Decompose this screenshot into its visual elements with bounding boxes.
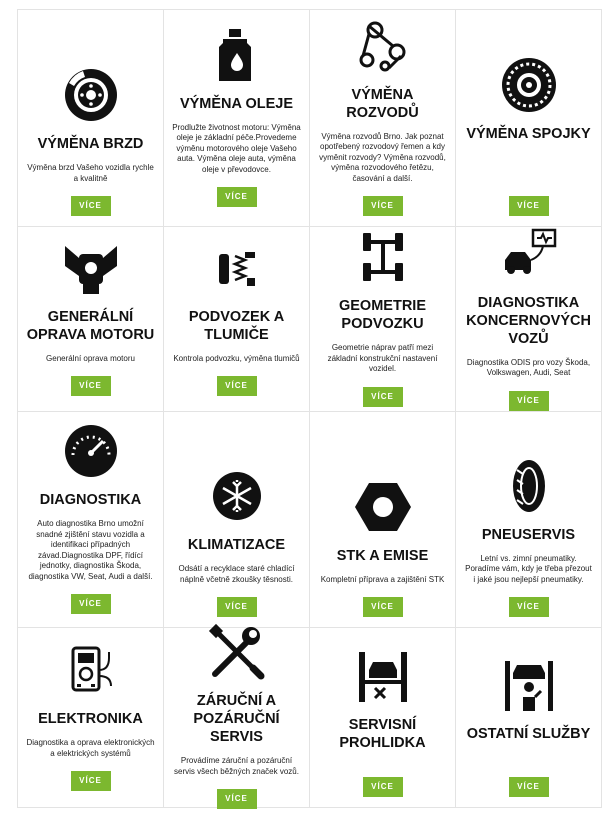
more-button[interactable]: VÍCE <box>71 376 111 396</box>
engine-icon <box>61 238 121 298</box>
clutch-icon <box>499 55 559 115</box>
service-title: KLIMATIZACE <box>187 537 286 553</box>
service-card-other <box>456 628 602 808</box>
service-card-inspection <box>310 628 456 808</box>
service-card-clutch <box>456 10 602 227</box>
service-title: ELEKTRONIKA <box>38 711 143 727</box>
service-description: Diagnostika a oprava elektronických a elektrických systémů <box>26 738 155 758</box>
more-button[interactable]: VÍCE <box>509 597 549 617</box>
more-button[interactable]: VÍCE <box>71 594 111 614</box>
service-card-timing <box>310 10 456 227</box>
service-description: Letní vs. zimní pneumatiky. Poradíme vám, kdy je třeba přezout i jaké jsou nejlepší pneumatiky. <box>465 553 592 584</box>
more-button[interactable]: VÍCE <box>217 376 257 396</box>
more-button[interactable]: VÍCE <box>509 391 549 411</box>
service-title: VÝMĚNA ROZVODŮ <box>346 86 419 121</box>
service-card-stk <box>310 412 456 628</box>
service-description: Výměna brzd Vašeho vozidla rychle a kvalitně <box>27 163 154 183</box>
service-title: VÝMĚNA OLEJE <box>179 95 294 112</box>
service-description: Auto diagnostika Brno umožní snadné zjištění stavu vozidla a identifikaci případných závad.Diagnostika DPF, řídící jednotky, diagnostika Škoda, diagnostika VW, Seat, Audi a další. <box>28 519 153 581</box>
service-title: PODVOZEK A TLUMIČE <box>188 308 285 343</box>
oil-can-icon <box>207 25 267 85</box>
multimeter-icon <box>61 640 121 700</box>
service-card-group-diagnostics <box>456 227 602 412</box>
more-button[interactable]: VÍCE <box>363 597 403 617</box>
service-card-air-conditioning <box>164 412 310 628</box>
more-button[interactable]: VÍCE <box>509 777 549 797</box>
service-title: GEOMETRIE PODVOZKU <box>338 298 426 333</box>
more-button[interactable]: VÍCE <box>363 387 403 407</box>
gauge-icon <box>61 421 121 481</box>
service-title: VÝMĚNA SPOJKY <box>466 126 591 142</box>
more-button[interactable]: VÍCE <box>217 789 257 809</box>
tire-icon <box>499 456 559 516</box>
service-card-oil <box>164 10 310 227</box>
service-card-engine <box>18 227 164 412</box>
service-card-tyres <box>456 412 602 628</box>
brake-disc-icon <box>61 65 121 125</box>
service-title: ZÁRUČNÍ A POZÁRUČNÍ SERVIS <box>193 693 280 745</box>
car-diagnostics-icon <box>499 224 559 284</box>
service-card-warranty <box>164 628 310 808</box>
service-description: Geometrie náprav patří mezi základní konstrukční nastavení vozidel. <box>327 343 438 374</box>
more-button[interactable]: VÍCE <box>217 597 257 617</box>
service-description: Generální oprava motoru <box>46 353 135 363</box>
service-card-suspension <box>164 227 310 412</box>
timing-belt-icon <box>353 16 413 76</box>
more-button[interactable]: VÍCE <box>509 196 549 216</box>
more-button[interactable]: VÍCE <box>71 196 111 216</box>
hex-nut-icon <box>353 477 413 537</box>
service-title: SERVISNÍ PROHLIDKA <box>339 716 426 751</box>
service-description: Odsátí a recyklace staré chladící náplně včetně zkoušky těsnosti. <box>178 564 295 584</box>
service-title: OSTATNÍ SLUŽBY <box>466 725 591 742</box>
service-title: DIAGNOSTIKA <box>39 492 142 508</box>
snowflake-icon <box>207 466 267 526</box>
more-button[interactable]: VÍCE <box>363 777 403 797</box>
more-button[interactable]: VÍCE <box>363 196 403 216</box>
service-description: Výměna rozvodů Brno. Jak poznat opotřebený rozvodový řemen a kdy vyměnit rozvody? Výměna rozvodů, výměna rozvodového řetězu, časování a další. <box>319 131 446 183</box>
service-description: Diagnostika ODIS pro vozy Škoda, Volkswagen, Audi, Seat <box>466 357 591 377</box>
service-description: Prodlužte životnost motoru: Výměna oleje je základní péče.Provedeme výměnu motorového oleje Vašeho auta. Výměna oleje auta, výměna oleje v převodovce. <box>172 122 301 174</box>
service-description: Kontrola podvozku, výměna tlumičů <box>173 353 300 363</box>
more-button[interactable]: VÍCE <box>217 187 257 207</box>
more-button[interactable]: VÍCE <box>71 771 111 791</box>
service-card-diagnostics <box>18 412 164 628</box>
service-title: GENERÁLNÍ OPRAVA MOTORU <box>26 308 155 343</box>
service-title: STK A EMISE <box>336 547 429 564</box>
service-title: VÝMĚNA BRZD <box>37 136 144 152</box>
shock-absorber-icon <box>207 238 267 298</box>
wrench-screwdriver-icon <box>207 622 267 682</box>
service-title: PNEUSERVIS <box>481 526 576 543</box>
mechanic-lift-icon <box>499 655 559 715</box>
services-grid <box>17 9 602 808</box>
axle-alignment-icon <box>353 227 413 287</box>
service-card-brakes <box>18 10 164 227</box>
service-description: Kompletní příprava a zajištění STK <box>320 574 445 584</box>
service-card-alignment <box>310 227 456 412</box>
service-description: Provádíme záruční a pozáruční servis všech běžných značek vozů. <box>174 756 299 776</box>
service-title: DIAGNOSTIKA KONCERNOVÝCH VOZŮ <box>466 294 591 347</box>
car-lift-icon <box>353 646 413 706</box>
service-card-electronics <box>18 628 164 808</box>
